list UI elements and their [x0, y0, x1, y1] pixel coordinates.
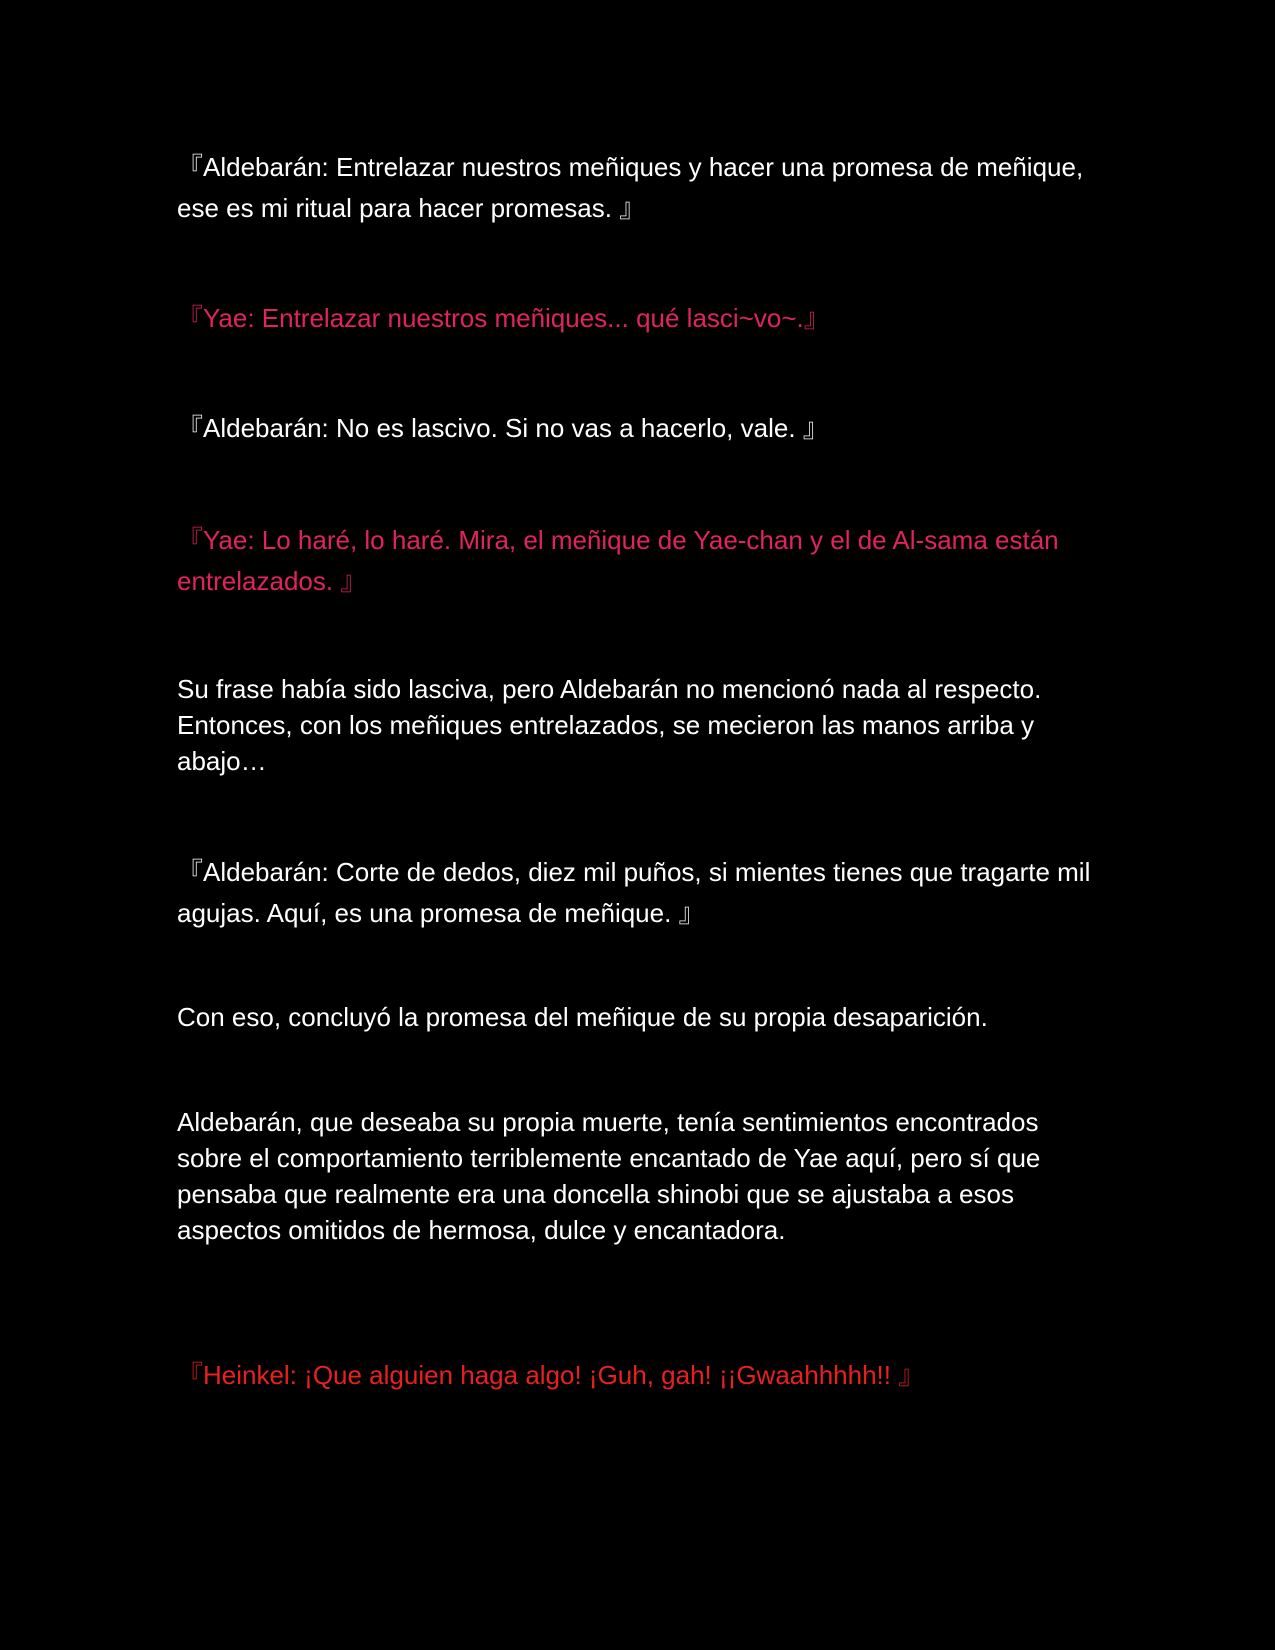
- narration-2: Con eso, concluyó la promesa del meñique de su propia desaparición.: [177, 1002, 988, 1032]
- dialogue-heinkel-1: 『Heinkel: ¡Que alguien haga algo! ¡Guh, gah! ¡¡Gwaahhhhh!! 』: [177, 1360, 925, 1390]
- dialogue-aldebaran-2: 『Aldebarán: No es lascivo. Si no vas a hacerlo, vale. 』: [177, 413, 829, 443]
- dialogue-yae-2: 『Yae: Lo haré, lo haré. Mira, el meñique de Yae-chan y el de Al-sama están entrelazados. 』: [177, 525, 1059, 596]
- dialogue-aldebaran-1: 『Aldebarán: Entrelazar nuestros meñiques y hacer una promesa de meñique, ese es mi ritual para hacer promesas. 』: [177, 152, 1084, 223]
- narration-1: Su frase había sido lasciva, pero Aldebarán no mencionó nada al respecto. Entonces, con los meñiques entrelazados, se mecieron las manos arriba y abajo…: [177, 674, 1042, 776]
- dialogue-aldebaran-3: 『Aldebarán: Corte de dedos, diez mil puños, si mientes tienes que tragarte mil agujas. Aquí, es una promesa de meñique. 』: [177, 857, 1091, 928]
- narration-3: Aldebarán, que deseaba su propia muerte, tenía sentimientos encontrados sobre el comportamiento terriblemente encantado de Yae aquí, pero sí que pensaba que realmente era una doncella shinobi que se ajustaba a esos aspectos omitidos de hermosa, dulce y encantadora.: [177, 1107, 1041, 1245]
- dialogue-yae-1: 『Yae: Entrelazar nuestros meñiques... qué lasci~vo~.』: [177, 303, 830, 333]
